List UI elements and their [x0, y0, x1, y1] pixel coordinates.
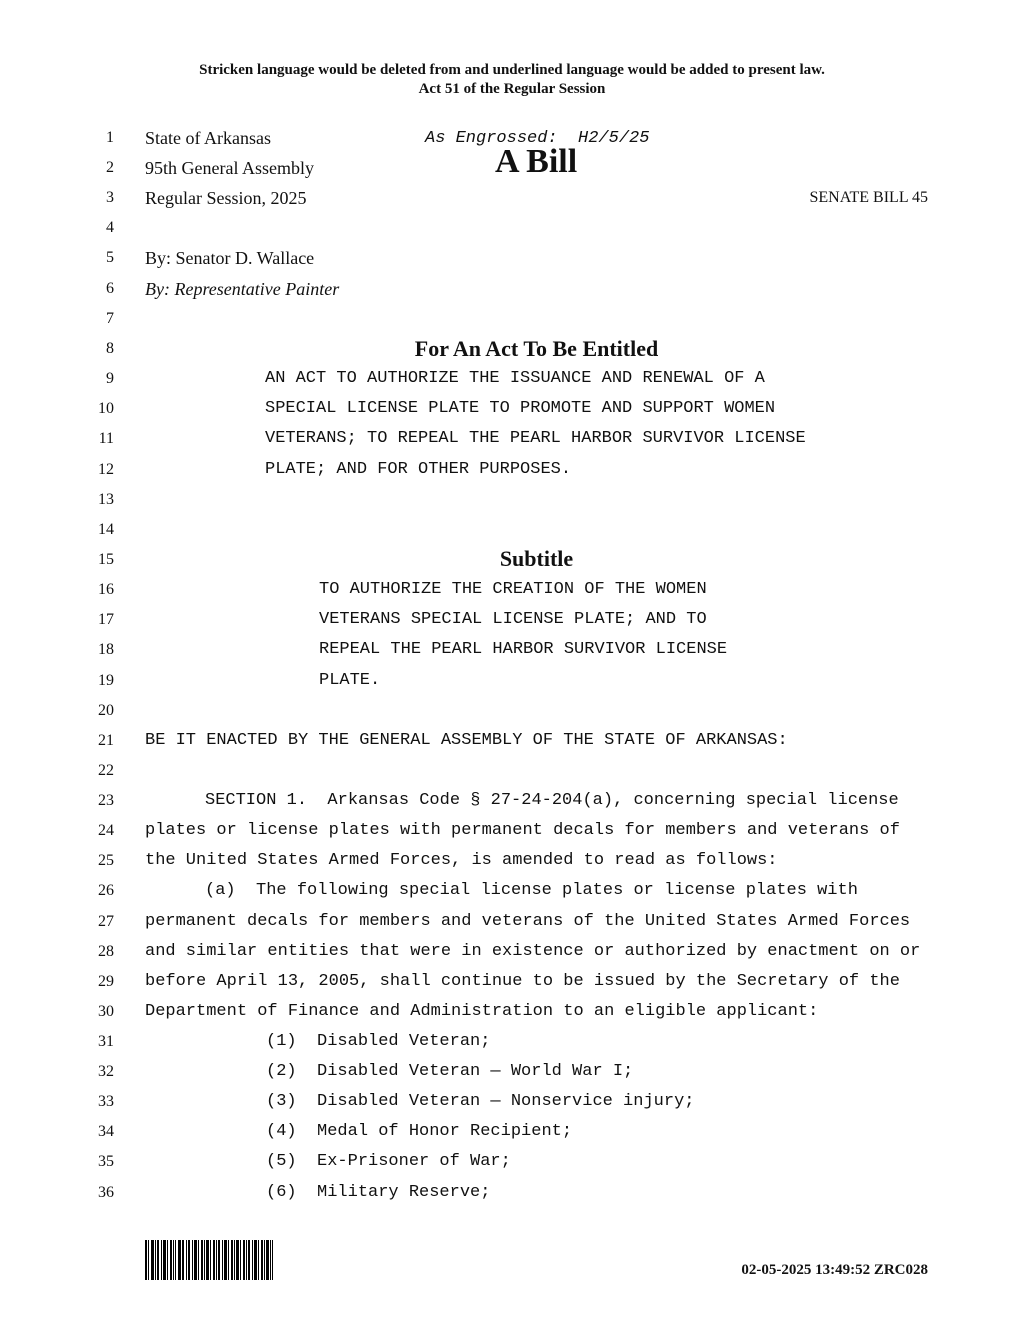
bill-number: SENATE BILL 45	[809, 189, 928, 206]
list-item: (5) Ex-Prisoner of War;	[266, 1152, 511, 1171]
act-number: Act 51 of the Regular Session	[418, 81, 606, 97]
line-number: 34	[98, 1123, 114, 1140]
state-name: State of Arkansas	[145, 128, 271, 148]
list-item: (1) Disabled Veteran;	[266, 1032, 491, 1051]
list-item: (2) Disabled Veteran — World War I;	[266, 1062, 634, 1081]
line-number: 13	[98, 491, 114, 508]
line-number: 19	[98, 672, 114, 689]
body-line: (a) The following special license plates or license plates with	[205, 881, 858, 900]
line-number: 22	[98, 762, 114, 779]
line-number: 5	[106, 249, 114, 266]
line-number: 26	[98, 882, 114, 899]
line-number: 30	[98, 1003, 114, 1020]
line-number: 1	[106, 129, 114, 146]
line-number: 2	[106, 159, 114, 176]
subtitle-line: VETERANS SPECIAL LICENSE PLATE; AND TO	[319, 610, 707, 629]
line-number: 35	[98, 1153, 114, 1170]
engrossed-stamp: As Engrossed: H2/5/25	[425, 129, 650, 148]
line-number: 7	[106, 310, 114, 327]
amendment-notice: Stricken language would be deleted from and underlined language would be added to present law.	[199, 62, 825, 78]
session: Regular Session, 2025	[145, 188, 307, 208]
body-line: before April 13, 2005, shall continue to be issued by the Secretary of the	[145, 972, 900, 991]
line-number: 10	[98, 400, 114, 417]
footer-timestamp: 02-05-2025 13:49:52 ZRC028	[741, 1262, 928, 1278]
line-number: 29	[98, 973, 114, 990]
line-number: 36	[98, 1184, 114, 1201]
line-number: 28	[98, 943, 114, 960]
enacting-clause: BE IT ENACTED BY THE GENERAL ASSEMBLY OF THE STATE OF ARKANSAS:	[145, 731, 788, 750]
cosponsor: By: Representative Painter	[145, 279, 340, 299]
general-assembly: 95th General Assembly	[145, 158, 314, 178]
line-number: 4	[106, 219, 114, 236]
line-number: 11	[98, 430, 114, 447]
line-number: 32	[98, 1063, 114, 1080]
title-line: VETERANS; TO REPEAL THE PEARL HARBOR SURVIVOR LICENSE	[265, 429, 806, 448]
line-number: 24	[98, 822, 114, 839]
list-item: (6) Military Reserve;	[266, 1183, 491, 1202]
sponsor: By: Senator D. Wallace	[145, 248, 315, 268]
body-line: plates or license plates with permanent decals for members and veterans of	[145, 821, 900, 840]
line-number: 3	[106, 189, 114, 206]
title-line: AN ACT TO AUTHORIZE THE ISSUANCE AND RENEWAL OF A	[265, 369, 765, 388]
line-number: 21	[98, 732, 114, 749]
body-line: permanent decals for members and veterans of the United States Armed Forces	[145, 912, 911, 931]
title-heading: For An Act To Be Entitled	[414, 336, 659, 361]
line-number: 8	[106, 340, 114, 357]
barcode-icon	[145, 1240, 273, 1280]
title-line: SPECIAL LICENSE PLATE TO PROMOTE AND SUPPORT WOMEN	[265, 399, 776, 418]
subtitle-line: PLATE.	[319, 671, 381, 690]
subtitle-line: REPEAL THE PEARL HARBOR SURVIVOR LICENSE	[319, 640, 728, 659]
line-number: 33	[98, 1093, 114, 1110]
line-number: 16	[98, 581, 114, 598]
line-number: 25	[98, 852, 114, 869]
line-number: 14	[98, 521, 114, 538]
body-line: Department of Finance and Administration to an eligible applicant:	[145, 1002, 819, 1021]
line-number: 17	[98, 611, 114, 628]
line-number: 9	[106, 370, 114, 387]
subtitle-heading: Subtitle	[499, 546, 574, 571]
body-line: and similar entities that were in existence or authorized by enactment on or	[145, 942, 921, 961]
list-item: (3) Disabled Veteran — Nonservice injury;	[266, 1092, 695, 1111]
line-number: 27	[98, 913, 114, 930]
subtitle-line: TO AUTHORIZE THE CREATION OF THE WOMEN	[319, 580, 707, 599]
line-number: 12	[98, 461, 114, 478]
document-type: A Bill	[495, 143, 578, 180]
section-heading-line: SECTION 1. Arkansas Code § 27-24-204(a), concerning special license	[205, 791, 899, 810]
line-number: 31	[98, 1033, 114, 1050]
line-number: 15	[98, 551, 114, 568]
list-item: (4) Medal of Honor Recipient;	[266, 1122, 573, 1141]
title-line: PLATE; AND FOR OTHER PURPOSES.	[265, 460, 572, 479]
line-number: 23	[98, 792, 114, 809]
line-number: 6	[106, 280, 114, 297]
line-number: 18	[98, 641, 114, 658]
line-number: 20	[98, 702, 114, 719]
body-line: the United States Armed Forces, is amended to read as follows:	[145, 851, 778, 870]
